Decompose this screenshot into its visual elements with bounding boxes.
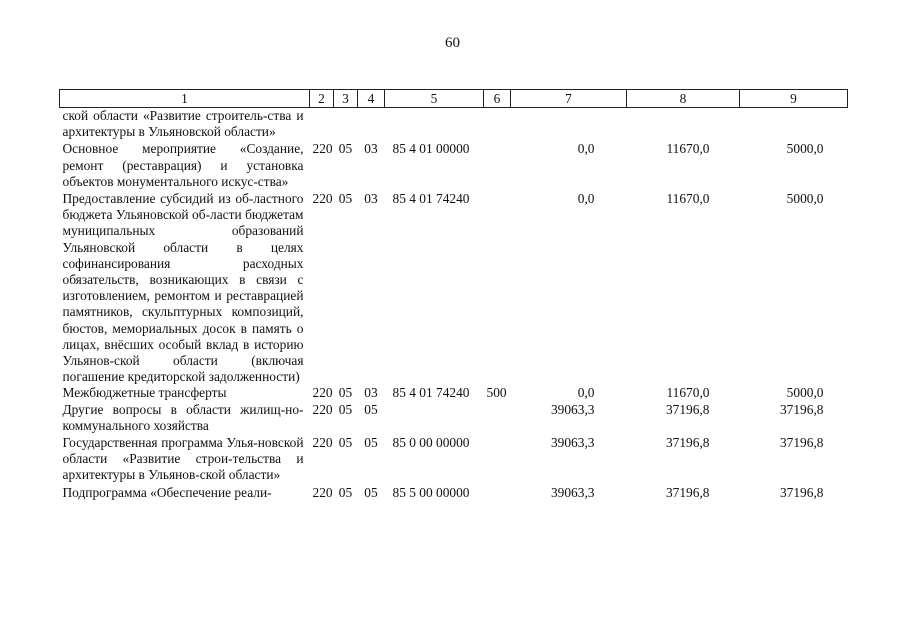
cell-target: 85 0 00 00000 (392, 435, 470, 451)
column-header: 9 (740, 90, 848, 108)
cell-section: 05 (338, 141, 353, 157)
cell-code: 220 (312, 401, 333, 417)
cell-target (385, 108, 484, 141)
cell-subsection: 05 (364, 484, 378, 500)
cell-section: 05 (338, 385, 353, 401)
table-row (60, 140, 848, 190)
cell-expense-type (484, 140, 511, 190)
cell-value-7 (511, 108, 627, 141)
table-row (60, 108, 848, 141)
cell-target: 85 4 01 74240 (392, 191, 470, 207)
cell-value-8: 37196,8 (665, 484, 710, 500)
cell-code (310, 108, 334, 141)
table-row (60, 190, 848, 385)
cell-value-8: 11670,0 (666, 141, 710, 157)
cell-target: 85 4 01 74240 (392, 385, 470, 401)
column-header: 5 (385, 90, 484, 108)
table-row (60, 385, 848, 401)
header-row (60, 90, 848, 108)
cell-expense-type (484, 190, 511, 385)
cell-section: 05 (338, 484, 353, 500)
cell-value-8 (627, 108, 740, 141)
row-name: Основное мероприятие «Создание, ремонт (реставрация) и установка объектов монументального искус-ства» (62, 141, 304, 189)
cell-value-7: 0,0 (577, 141, 595, 157)
cell-code: 220 (312, 385, 333, 401)
cell-subsection: 03 (364, 191, 378, 207)
table-row (60, 484, 848, 501)
cell-value-9: 5000,0 (786, 191, 824, 207)
cell-subsection (358, 108, 385, 141)
column-header: 1 (60, 90, 310, 108)
cell-value-9: 5000,0 (786, 385, 824, 401)
cell-expense-type (484, 402, 511, 434)
cell-expense-type (484, 108, 511, 141)
row-name: ской области «Развитие строитель-ства и архитектуры в Ульяновской области» (62, 108, 304, 140)
cell-code: 220 (312, 141, 333, 157)
page-number: 60 (445, 35, 460, 51)
cell-expense-type (484, 434, 511, 484)
cell-subsection: 03 (364, 385, 378, 401)
row-name: Предоставление субсидий из об-ластного бюджета Ульяновской об-ласти бюджетам муниципальных образований Ульяновской области в целях софинансирования расходных обязательств, возникающих в связи с изготовлением, ремонтом и реставрацией памятников, скульптурных композиций, бюстов, мемориальных досок в память о лицах, внёсших особый вклад в историю Ульянов-ской области (включая погашение кредиторской задолженности) (62, 191, 304, 385)
cell-value-7: 0,0 (577, 385, 595, 401)
column-header: 3 (334, 90, 358, 108)
cell-value-9: 5000,0 (786, 141, 824, 157)
table-row (60, 402, 848, 434)
cell-value-7: 39063,3 (550, 484, 595, 500)
cell-code: 220 (312, 191, 333, 207)
row-name: Подпрограмма «Обеспечение реали- (62, 484, 272, 500)
cell-subsection: 03 (364, 141, 378, 157)
cell-target (385, 402, 484, 434)
cell-code: 220 (312, 484, 333, 500)
cell-target: 85 4 01 00000 (392, 141, 470, 157)
cell-value-8: 37196,8 (665, 435, 710, 451)
cell-value-7: 0,0 (577, 191, 595, 207)
column-header: 6 (484, 90, 511, 108)
cell-value-7: 39063,3 (550, 401, 595, 417)
cell-value-8: 11670,0 (666, 385, 710, 401)
cell-section: 05 (338, 191, 353, 207)
row-name: Государственная программа Улья-новской области «Развитие строи-тельства и архитектуры в Ульянов-ской области» (62, 435, 304, 483)
cell-value-9: 37196,8 (779, 435, 824, 451)
row-name: Межбюджетные трансферты (62, 385, 227, 401)
cell-value-7: 39063,3 (550, 435, 595, 451)
cell-subsection: 05 (364, 401, 378, 417)
column-header: 8 (627, 90, 740, 108)
column-header: 7 (511, 90, 627, 108)
cell-section: 05 (338, 401, 353, 417)
cell-target: 85 5 00 00000 (392, 484, 470, 500)
cell-expense-type (484, 484, 511, 501)
cell-value-9: 37196,8 (779, 484, 824, 500)
cell-subsection: 05 (364, 435, 378, 451)
cell-value-9 (740, 108, 848, 141)
cell-expense-type: 500 (486, 385, 507, 401)
cell-section (334, 108, 358, 141)
cell-code: 220 (312, 435, 333, 451)
column-header: 2 (310, 90, 334, 108)
cell-section: 05 (338, 435, 353, 451)
budget-table (59, 89, 848, 501)
cell-value-8: 37196,8 (665, 401, 710, 417)
row-name: Другие вопросы в области жилищ-но-коммунального хозяйства (62, 401, 304, 433)
cell-value-8: 11670,0 (666, 191, 710, 207)
column-header: 4 (358, 90, 385, 108)
table-row (60, 434, 848, 484)
cell-value-9: 37196,8 (779, 401, 824, 417)
